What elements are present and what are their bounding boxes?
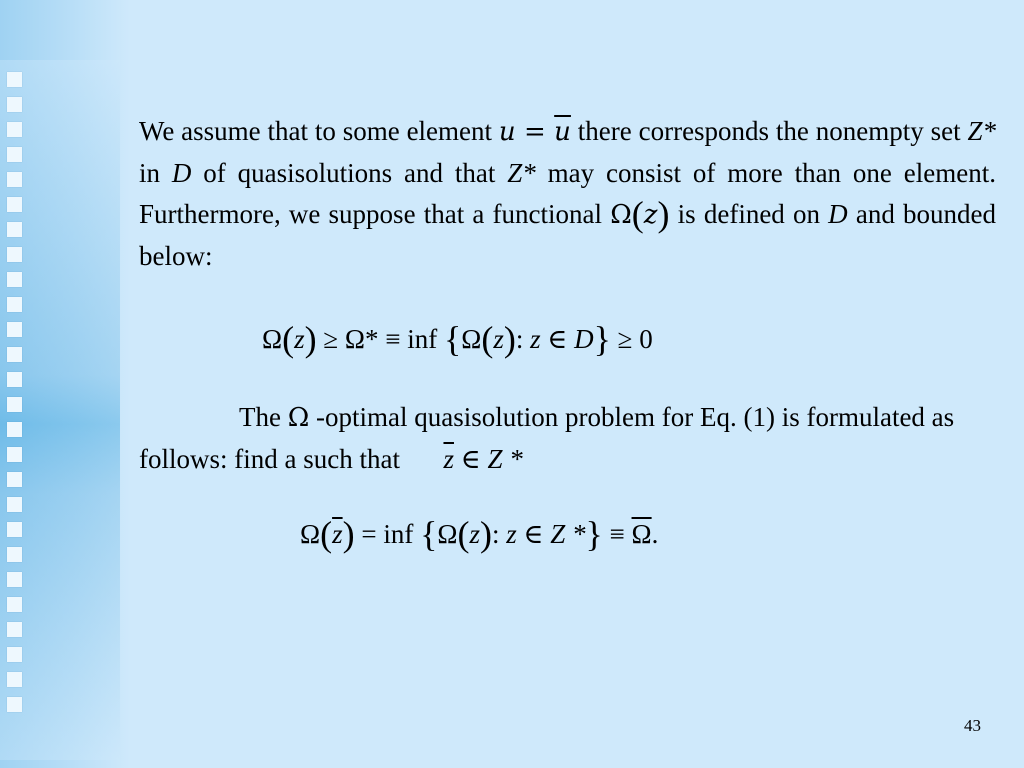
math-z-star: Z*: [507, 158, 536, 188]
decorative-square: [7, 672, 22, 687]
math-omega: Ω: [300, 519, 321, 549]
decorative-square: [7, 297, 22, 312]
decorative-square: [7, 522, 22, 537]
math-relation: ≡: [602, 519, 632, 549]
paragraph-problem-statement: [139, 397, 996, 480]
decorative-square: [7, 547, 22, 562]
decorative-square: [7, 647, 22, 662]
decorative-square: [7, 147, 22, 162]
math-relation: ≥ Ω* ≡ inf: [316, 324, 444, 354]
math-z: z: [643, 200, 658, 230]
decorative-square: [7, 97, 22, 112]
math-relation: = inf: [354, 519, 421, 549]
math-d: D: [171, 158, 192, 188]
decorative-square-column: [7, 72, 27, 722]
math-omega: Ω: [262, 324, 283, 354]
decorative-square: [7, 597, 22, 612]
decorative-square: [7, 197, 22, 212]
math-d: D: [828, 199, 848, 229]
paragraph-assumption: We assume that to some element $u = \overline{u}$ there corresponds the nonempty set Z* in D of quasisolutions and that Z* may consist of more than one element. Furthermore, we suppose that a functional Ω(z) is defined on D and bounded below:: [139, 116, 997, 271]
math-u-bar: $\overline{u}$: [554, 117, 571, 147]
decorative-square: [7, 247, 22, 262]
decorative-square: [7, 322, 22, 337]
math-omega-bar: $\overline{\Omega}$: [631, 519, 652, 549]
math-d: D: [574, 324, 594, 354]
math-relation: ≥ 0: [610, 324, 653, 354]
decorative-square: [7, 372, 22, 387]
math-z-bar: $\overline{z}$: [332, 519, 343, 549]
text-run: -optimal quasisolution problem for Eq. (1) is formulated as follows: find a such that: [139, 402, 955, 474]
decorative-square: [7, 122, 22, 137]
math-z: z: [493, 324, 504, 354]
math-z-star: Z *: [550, 519, 586, 549]
decorative-square: [7, 347, 22, 362]
decorative-square: [7, 172, 22, 187]
math-z-star: Z*: [967, 116, 996, 146]
math-z-star: Z *: [487, 444, 523, 474]
math-colon: :: [491, 519, 507, 549]
math-omega: Ω: [610, 200, 632, 230]
text-run: The: [239, 402, 288, 432]
math-period: .: [651, 519, 659, 549]
text-run: there corresponds the nonempty set: [577, 116, 968, 146]
decorative-square: [7, 397, 22, 412]
text-run: and bounded below:: [139, 199, 997, 271]
decorative-square: [7, 447, 22, 462]
text-run: in: [139, 158, 172, 188]
math-z-bar: $\overline{z}$: [443, 444, 454, 474]
math-omega: Ω: [287, 403, 310, 433]
decorative-square: [7, 272, 22, 287]
math-element-of: ∈: [540, 324, 575, 354]
text-run: of quasisolutions and that: [203, 158, 508, 188]
decorative-square: [7, 472, 22, 487]
math-z: z: [469, 519, 480, 549]
decorative-square: [7, 697, 22, 712]
equation-bounded-below: Ω(z) ≥ Ω* ≡ inf {Ω(z): z ∈ D} ≥ 0: [262, 319, 653, 359]
page-number: 43: [964, 716, 981, 735]
decorative-square: [7, 222, 22, 237]
math-element-of: ∈: [516, 519, 551, 549]
decorative-square: [7, 622, 22, 637]
equation-optimal-quasisolution: $\Omega(\overline{z})$ = inf {Ω(z): z ∈ Z *} ≡ $\overline{\Omega}$.: [300, 514, 659, 554]
decorative-square: [7, 572, 22, 587]
decorative-side-band: [0, 0, 130, 768]
math-element-of: ∈: [453, 444, 488, 474]
math-z: z: [530, 324, 541, 354]
math-z: z: [506, 519, 517, 549]
math-u-equals: u =: [498, 117, 555, 147]
text-run: We assume that to some element: [139, 116, 499, 146]
decorative-square: [7, 497, 22, 512]
text-run: is defined on: [677, 199, 829, 229]
decorative-square: [7, 72, 22, 87]
math-omega: Ω: [437, 519, 458, 549]
decorative-square: [7, 422, 22, 437]
math-z: z: [294, 324, 305, 354]
math-colon: :: [515, 324, 531, 354]
text-run: may consist of more than one element. Furthermore, we suppose that a functional: [139, 158, 996, 229]
math-omega: Ω: [461, 324, 482, 354]
